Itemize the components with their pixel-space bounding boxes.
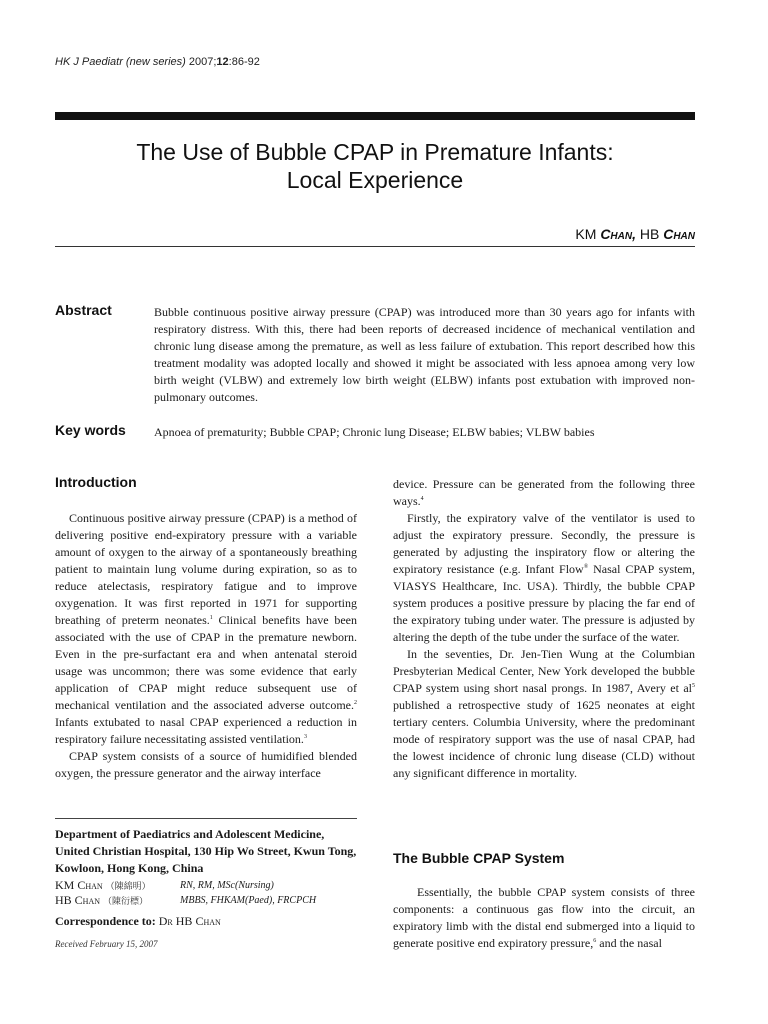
affiliation-author-1 xyxy=(55,878,151,893)
citation-ref-5: 5 xyxy=(692,683,695,689)
intro-p1-part-c: Infants extubated to nasal CPAP experienced a reduction in respiratory failure necessitating assisted ventilation. xyxy=(55,715,357,746)
intro-p1-part-b: Clinical benefits have been associated with the use of CPAP in the premature newborn. Even in the pre-surfactant era and when antenatal steroid usage was uncommon; there was some evidence that early application of CPAP might reduce subsequent use of mechanical ventilation and the associated adverse outcome. xyxy=(55,613,357,712)
journal-name: HK J Paediatr (new series) xyxy=(55,56,186,68)
left-column xyxy=(55,510,357,782)
right-p4-part-a: Essentially, the bubble CPAP system consists of three components: a continuous gas flow into the circuit, an expiratory limb with the distal end submerged into a liquid to generate positive end expiratory pressure, xyxy=(393,885,695,950)
title-line-2: Local Experience xyxy=(286,167,464,193)
right-p3-part-a: In the seventies, Dr. Jen-Tien Wung at the Columbian Presbyterian Medical Center, New York developed the bubble CPAP system using short nasal prongs. In 1987, Avery et al xyxy=(393,647,695,695)
author-1-surname: Chan, xyxy=(600,226,636,242)
journal-pages: :86-92 xyxy=(228,56,260,68)
introduction-heading: Introduction xyxy=(55,474,137,490)
right-p1-text: device. Pressure can be generated from the following three ways. xyxy=(393,477,695,508)
journal-citation xyxy=(55,56,260,68)
author-2-qualifications: MBBS, FHKAM(Paed), FRCPCH xyxy=(180,895,317,906)
right-column-upper xyxy=(393,476,695,782)
intro-paragraph-2: CPAP system consists of a source of humidified blended oxygen, the pressure generator and the airway interface xyxy=(55,749,357,780)
author-2-surname: Chan xyxy=(663,226,695,242)
author-rule xyxy=(55,246,695,247)
abstract-label: Abstract xyxy=(55,302,112,318)
author-2-name: HB Chan xyxy=(55,893,101,907)
registered-mark: ® xyxy=(583,564,589,570)
abstract-text: Bubble continuous positive airway pressure (CPAP) was introduced more than 30 years ago for infants with respiratory distress. With this, there had been reports of decreased incidence of mechanical ventilation and chronic lung disease among the premature, as well as less failure of extubation. This report described how this treatment modality was adopted locally and showed it might be associated with less apnoea among very low birth weight (VLBW) and extremely low birth weight (ELBW) infants post extubation with improved non-pulmonary outcomes. xyxy=(154,305,695,404)
right-paragraph-2 xyxy=(393,510,695,646)
author-line xyxy=(575,226,695,242)
paper-title xyxy=(55,138,695,194)
author-1-chinese-name: （陳綿明） xyxy=(105,881,151,891)
correspondence-name: Dr HB Chan xyxy=(155,914,221,928)
correspondence xyxy=(55,914,221,929)
bubble-cpap-heading: The Bubble CPAP System xyxy=(393,850,565,866)
affiliation-rule xyxy=(55,818,357,819)
author-2-chinese-name: （陳衍標） xyxy=(103,896,149,906)
author-1-name: KM Chan xyxy=(55,878,103,892)
citation-ref-4: 4 xyxy=(420,496,424,502)
right-p2-part-b: Nasal CPAP system, VIASYS Healthcare, Inc. USA). Thirdly, the bubble CPAP system produces a positive pressure by placing the far end of the expiratory tubing under water. The pressure is adjusted by altering the depth of the tube under the surface of the water. xyxy=(393,562,695,644)
right-paragraph-3 xyxy=(393,646,695,782)
citation-ref-3: 3 xyxy=(303,734,307,740)
intro-p1-part-a: Continuous positive airway pressure (CPAP) is a method of delivering positive end-expiratory pressure with a variable amount of oxygen to the airway of a spontaneously breathing patient to maintain lung volume during expiration, so as to reduce atelectasis, respiratory fatigue and to improve oxygenation. It was first reported in 1971 for supporting breathing of preterm neonates. xyxy=(55,511,357,627)
right-p3-part-b: published a retrospective study of 1625 neonates at eight tertiary centers. Columbia University, where the predominant mode of respiratory support was the use of nasal CPAP, had the lowest incidence of chronic lung disease (CLD) without any significant difference in mortality. xyxy=(393,698,695,780)
author-1-qualifications: RN, RM, MSc(Nursing) xyxy=(180,880,274,891)
keywords-label: Key words xyxy=(55,422,126,438)
received-date: Received February 15, 2007 xyxy=(55,939,158,949)
right-p2-part-a: Firstly, the expiratory valve of the ventilator is used to adjust the expiratory pressure. Secondly, the pressure is generated by adjusting the inspiratory flow or altering the expiratory resistance (e.g. Infant Flow xyxy=(393,511,695,576)
affiliation-author-2 xyxy=(55,893,148,908)
citation-ref-2: 2 xyxy=(354,700,357,706)
right-paragraph-4 xyxy=(393,884,695,952)
keywords-text: Apnoea of prematurity; Bubble CPAP; Chronic lung Disease; ELBW babies; VLBW babies xyxy=(154,425,595,439)
author-1-initials: KM xyxy=(575,226,601,242)
title-line-1: The Use of Bubble CPAP in Premature Infants: xyxy=(136,139,614,165)
citation-ref-6: 6 xyxy=(593,938,597,944)
department-address: Department of Paediatrics and Adolescent Medicine, United Christian Hospital, 130 Hip Wo Street, Kwun Tong, Kowloon, Hong Kong, China xyxy=(55,827,357,875)
right-p4-part-b: and the nasal xyxy=(596,936,662,950)
header-rule xyxy=(55,112,695,120)
right-column-lower xyxy=(393,884,695,952)
right-paragraph-1 xyxy=(393,476,695,510)
author-2-initials: HB xyxy=(635,226,664,242)
correspondence-label: Correspondence to: xyxy=(55,914,156,928)
citation-ref-1: 1 xyxy=(209,615,213,621)
intro-paragraph-1 xyxy=(55,510,357,748)
journal-year: 2007; xyxy=(188,56,217,68)
journal-volume: 12 xyxy=(216,56,229,68)
